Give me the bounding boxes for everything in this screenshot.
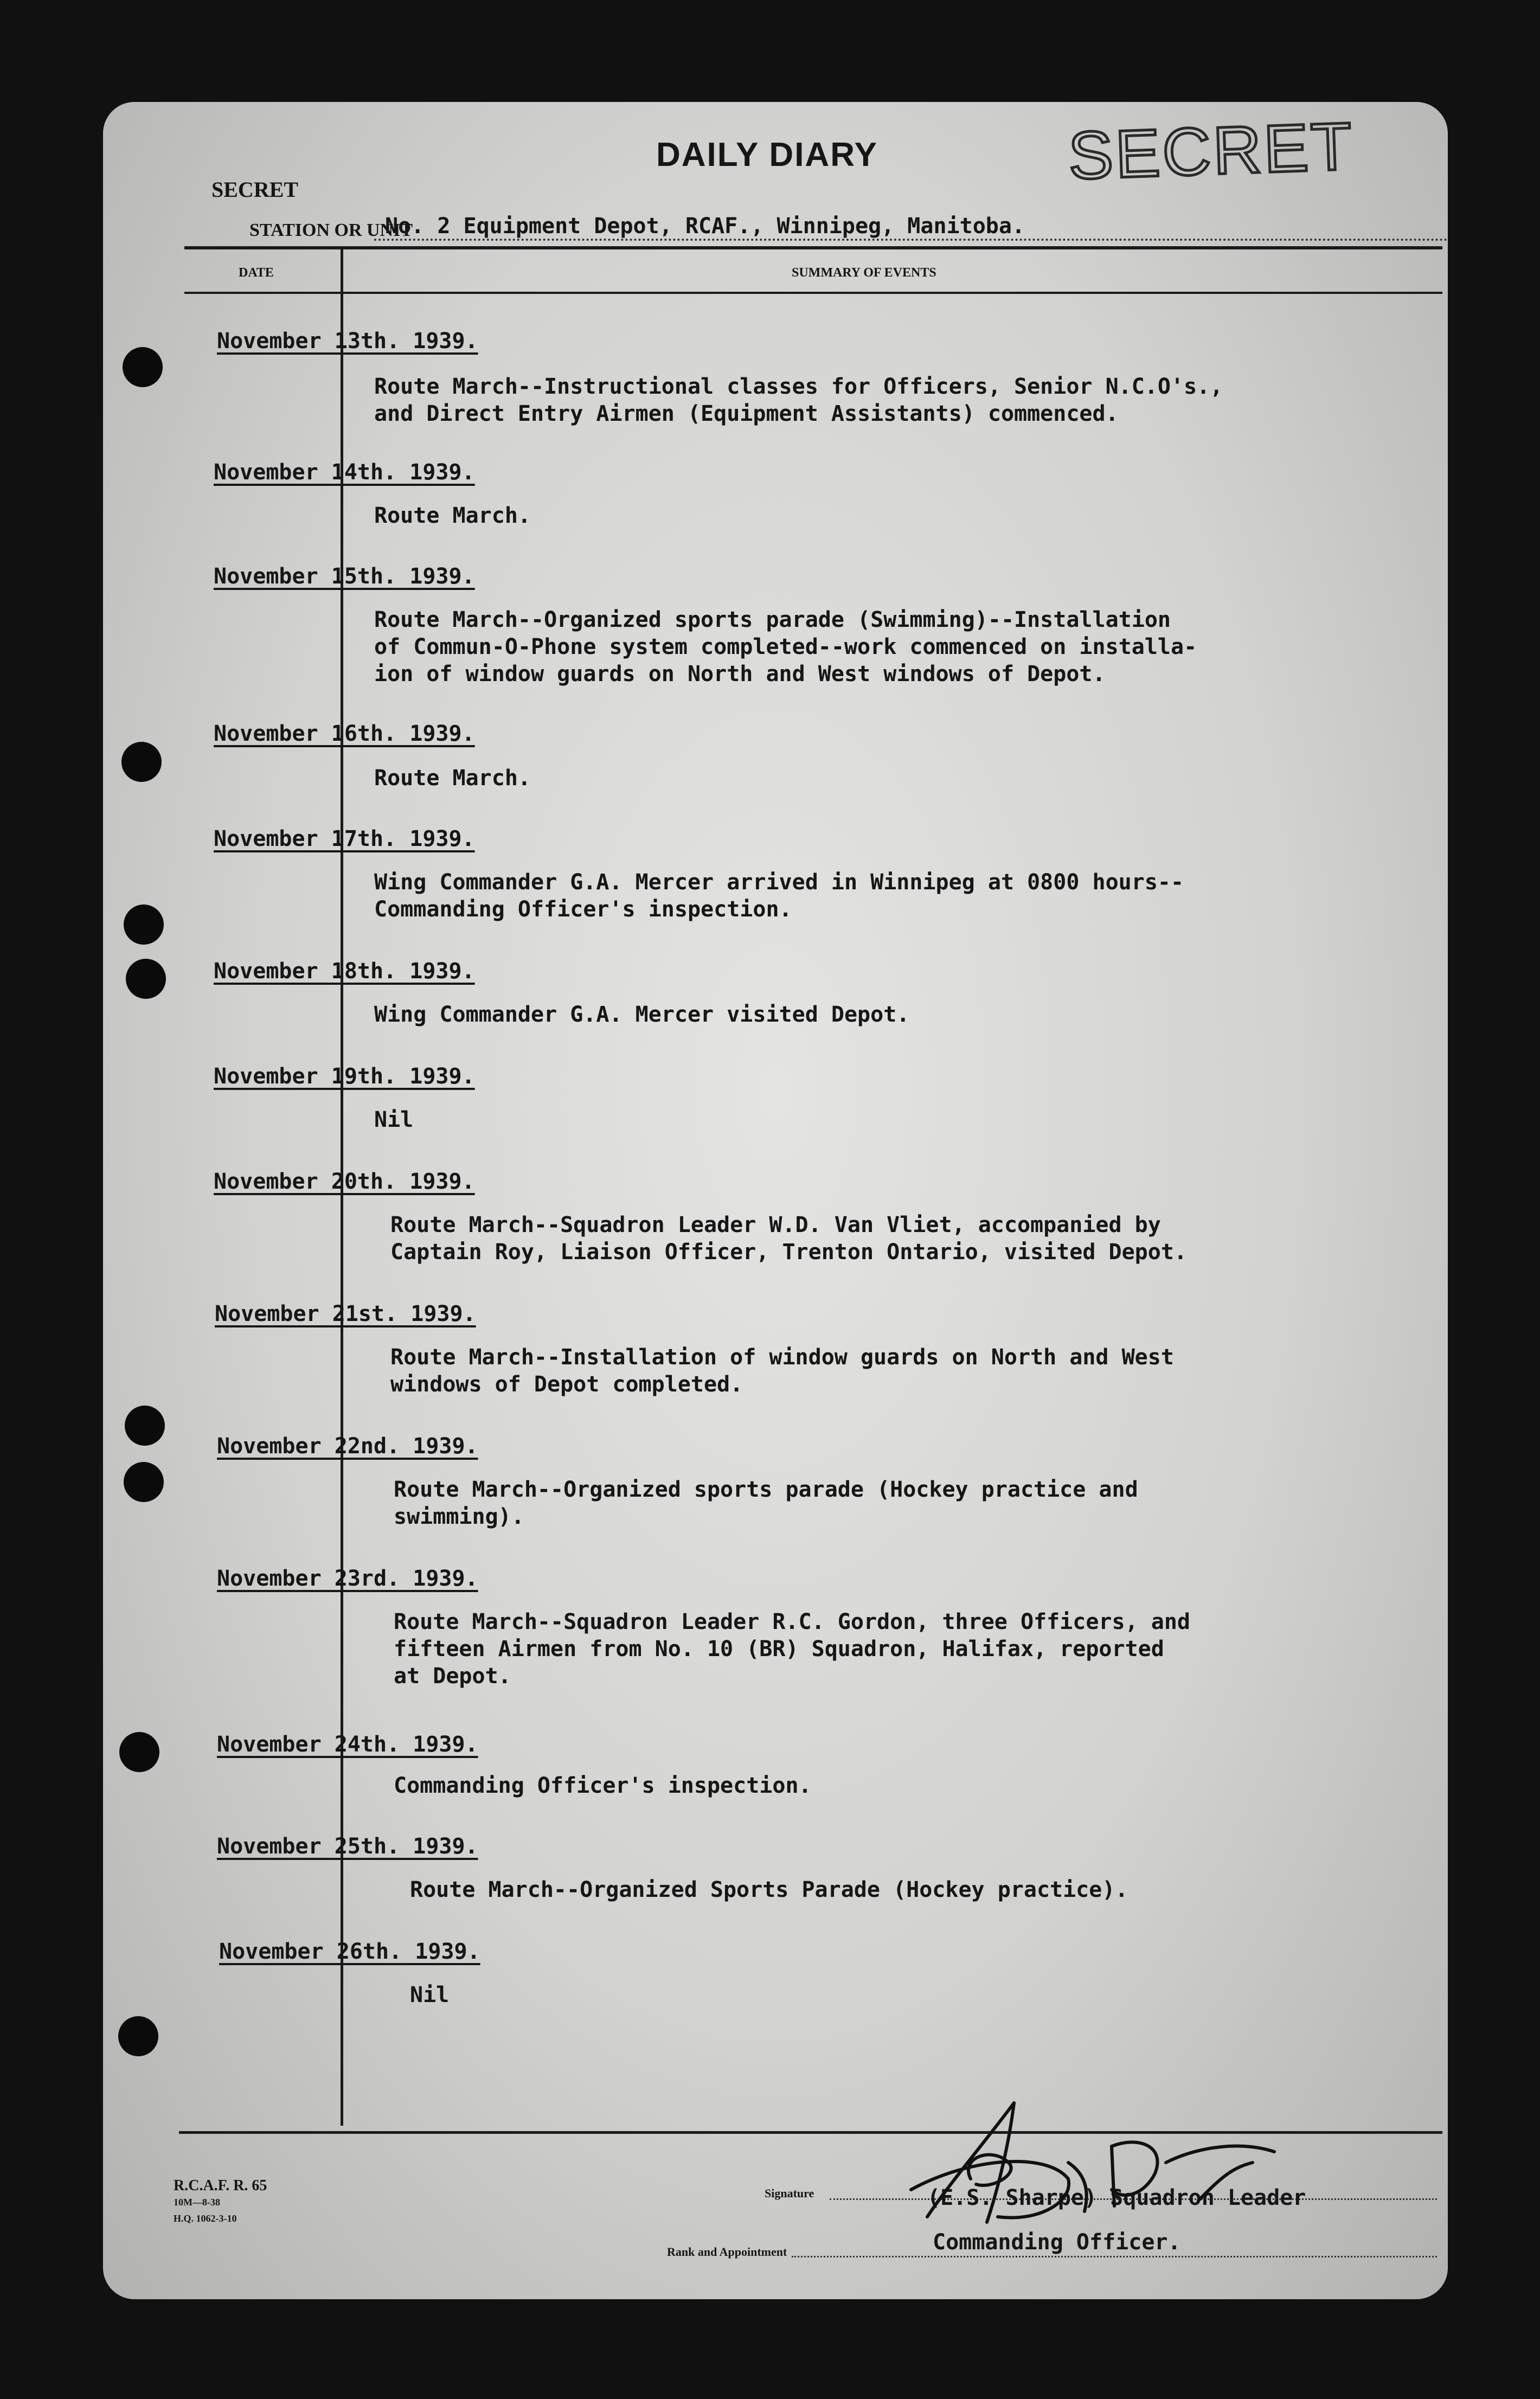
signer-name: (E.S. Sharpe) Squadron Leader [927,2185,1306,2210]
entry-date: November 24th. 1939. [217,1732,478,1757]
document-title: DAILY DIARY [656,136,878,174]
entry-text: Route March--Installation of window guards on North and West windows of Depot completed. [390,1345,1174,1397]
form-identifier [174,2178,267,2227]
rank-label: Rank and Appointment [667,2245,787,2259]
entry-text: Route March. [374,766,531,791]
rank-dotted-line [792,2256,1437,2257]
entry-text: Route March. [374,503,531,528]
entry-date: November 16th. 1939. [214,721,475,746]
punch-hole [119,1732,159,1772]
entry-date: November 26th. 1939. [219,1939,480,1964]
entry-date: November 14th. 1939. [214,460,475,485]
entry-date: November 13th. 1939. [217,329,478,354]
entry-date: November 18th. 1939. [214,959,475,984]
date-column-header: DATE [239,266,274,280]
punch-hole [121,742,162,782]
entry-date: November 17th. 1939. [214,826,475,851]
entry-date: November 20th. 1939. [214,1169,475,1194]
entry-date: November 15th. 1939. [214,564,475,589]
station-underline [374,239,1448,241]
diary-page [103,102,1448,2299]
signer-appointment: Commanding Officer. [933,2230,1181,2255]
entry-text: Wing Commander G.A. Mercer visited Depot. [374,1002,910,1027]
entry-date: November 25th. 1939. [217,1834,478,1859]
punch-hole [125,1406,165,1446]
form-number: R.C.A.F. R. 65 [174,2177,267,2194]
signature-label: Signature [765,2186,814,2200]
entry-date: November 19th. 1939. [214,1064,475,1089]
station-label: STATION OR UNIT [249,220,413,240]
header-rule-top [184,246,1442,249]
secret-stamp: SECRET [1067,108,1356,194]
entry-text: Commanding Officer's inspection. [394,1773,812,1798]
entry-text: Route March--Squadron Leader R.C. Gordon, three Officers, and fifteen Airmen from No. 10 (BR) Squadron, Halifax, reported at Depot. [394,1609,1191,1689]
entry-text: Route March--Instructional classes for Officers, Senior N.C.O's., and Direct Entry Airmen (Equipment Assistants) commenced. [374,374,1223,426]
handwritten-signature [906,2081,1285,2238]
entry-text: Route March--Organized sports parade (Swimming)--Installation of Commun-O-Phone system completed--work commenced on installa- ion of window guards on North and West windows of Depot. [374,607,1197,687]
header-rule-bottom [184,292,1442,294]
entry-text: Nil [374,1107,414,1132]
entry-text: Route March--Squadron Leader W.D. Van Vliet, accompanied by Captain Roy, Liaison Officer, Trenton Ontario, visited Depot. [390,1213,1188,1265]
station-value: No. 2 Equipment Depot, RCAF., Winnipeg, Manitoba. [385,214,1025,239]
entry-text: Nil [410,1983,450,2007]
classification-label: SECRET [211,177,299,202]
entry-date: November 21st. 1939. [215,1301,476,1326]
punch-hole [124,1462,164,1502]
punch-hole [118,2016,158,2056]
form-print-code: 10M—8-38 [174,2197,220,2208]
punch-hole [126,959,166,999]
entry-date: November 22nd. 1939. [217,1434,478,1459]
entry-text: Route March--Organized Sports Parade (Hockey practice). [410,1877,1128,1902]
punch-hole [123,347,163,387]
summary-column-header: SUMMARY OF EVENTS [792,266,936,280]
form-hq-code: H.Q. 1062-3-10 [174,2213,237,2224]
entry-date: November 23rd. 1939. [217,1566,478,1591]
entry-text: Wing Commander G.A. Mercer arrived in Winnipeg at 0800 hours-- Commanding Officer's inspection. [374,870,1184,922]
entry-text: Route March--Organized sports parade (Hockey practice and swimming). [394,1477,1138,1529]
punch-hole [124,905,164,945]
